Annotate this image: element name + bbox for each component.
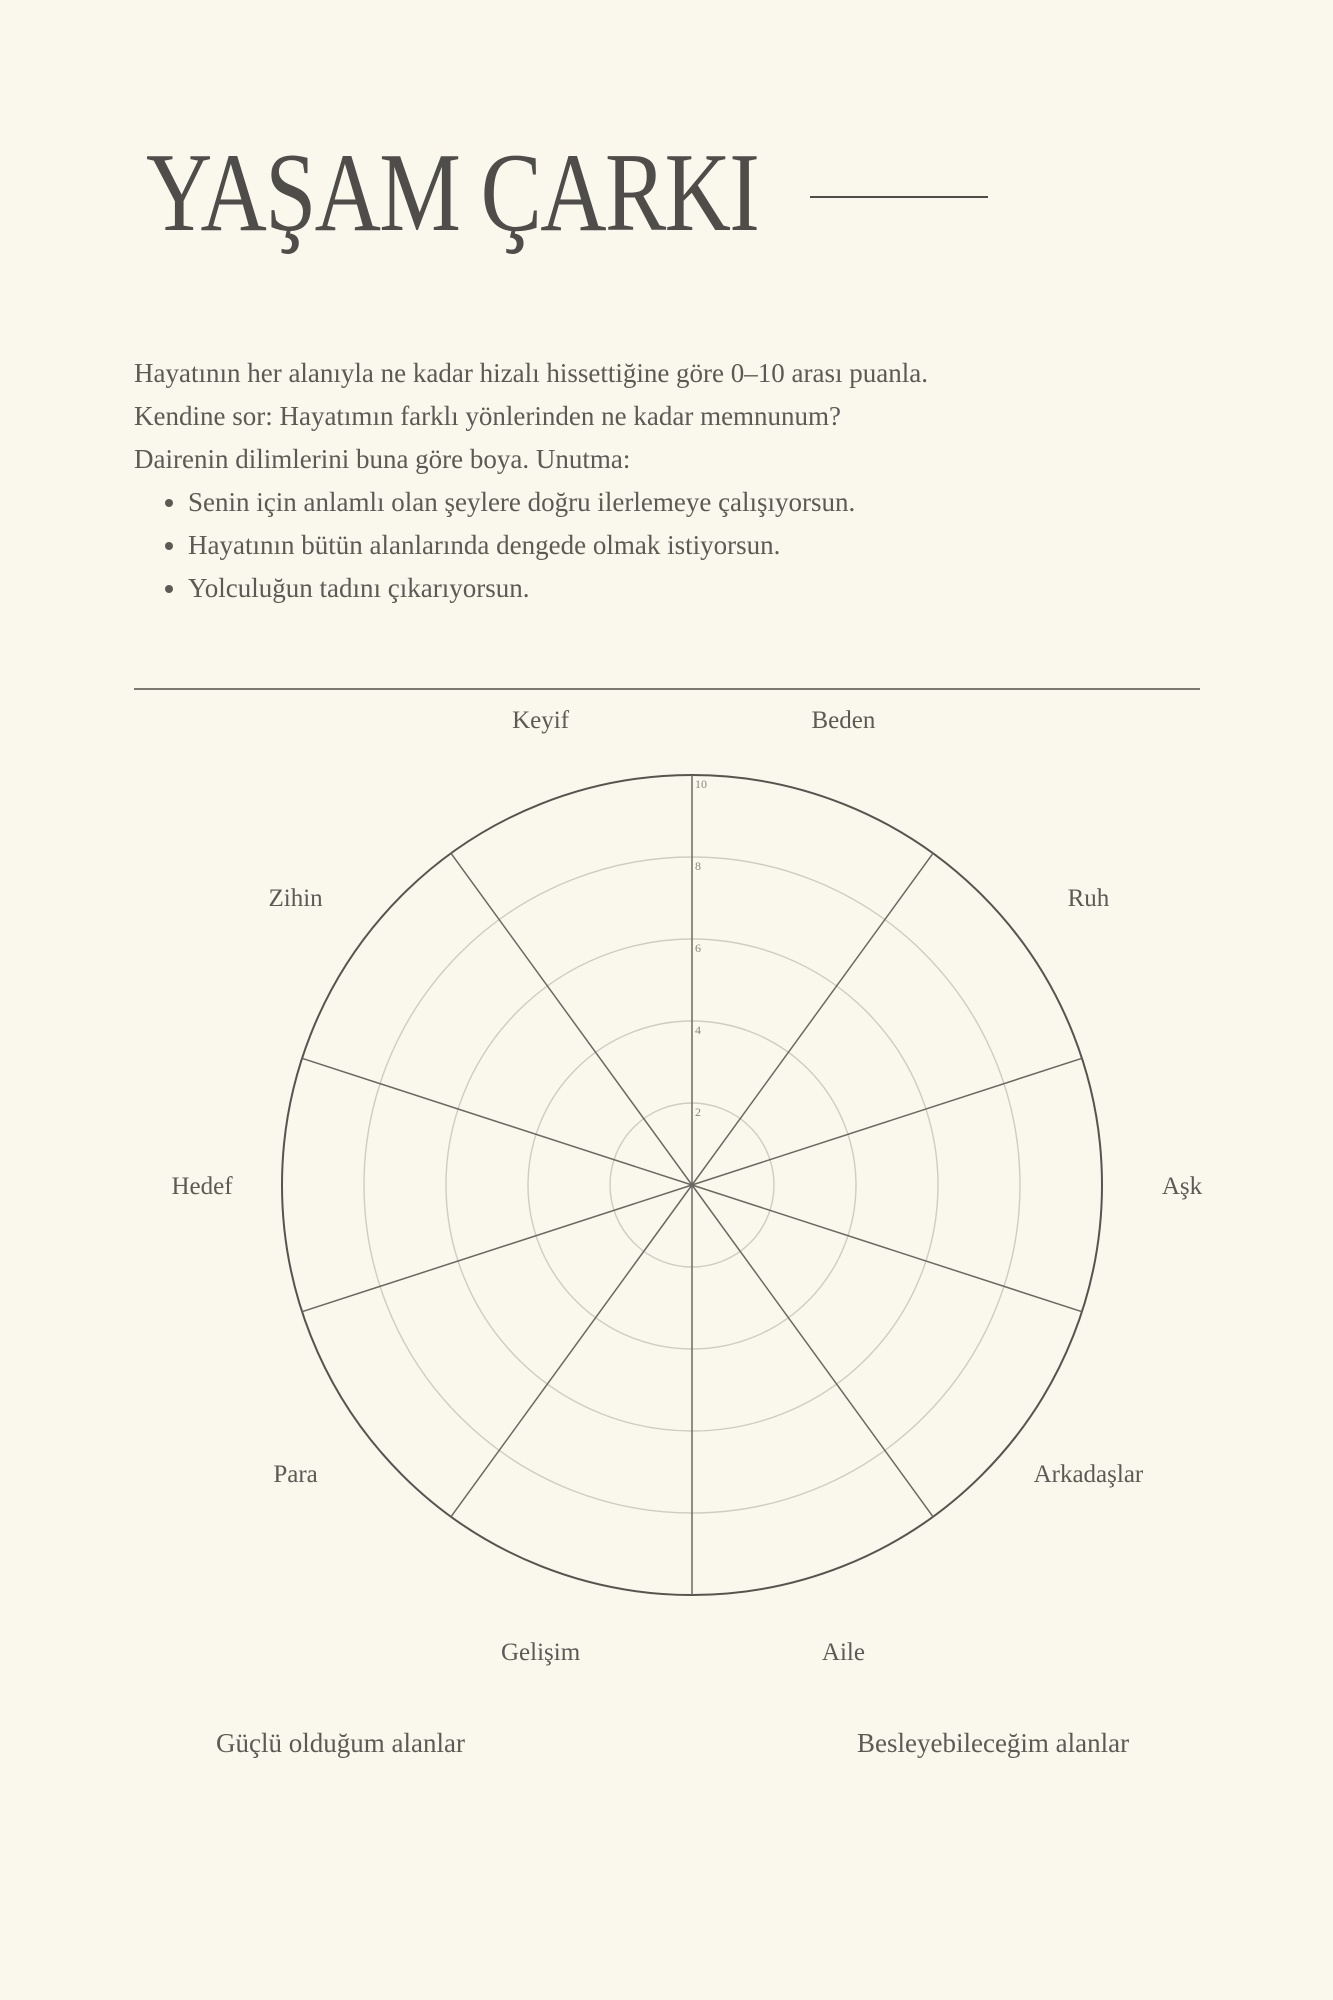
wheel-spoke [692, 1185, 1082, 1312]
scale-tick-label: 10 [695, 777, 707, 791]
area-label: Gelişim [500, 1639, 581, 1667]
page-title: YAŞAM ÇARKI [146, 131, 759, 255]
wheel-spoke [692, 853, 933, 1185]
area-label: Hedef [171, 1173, 233, 1200]
area-label: Zihin [268, 884, 323, 912]
reminder-item: • Hayatının bütün alanlarında dengede olmak istiyorsun. [188, 524, 1214, 567]
area-label: Para [273, 1461, 318, 1489]
area-label: Ruh [1067, 884, 1110, 912]
wheel-spoke [692, 1058, 1082, 1185]
wheel-spoke [302, 1185, 692, 1312]
area-label: Beden [811, 706, 876, 734]
scale-tick-label: 2 [695, 1105, 701, 1119]
intro-line: Dairenin dilimlerini buna göre boya. Unutma: [134, 444, 631, 474]
scale-tick-label: 6 [695, 941, 701, 955]
area-label: Arkadaşlar [1033, 1461, 1144, 1489]
growth-label: Besleyebileceğim alanlar [857, 1728, 1130, 1758]
wheel-spoke [451, 853, 692, 1185]
wheel-spoke [692, 1185, 933, 1517]
reminder-item: • Yolculuğun tadını çıkarıyorsun. [188, 567, 1214, 610]
area-label: Aşk [1161, 1173, 1203, 1200]
scale-tick-label: 4 [695, 1023, 701, 1037]
wheel-spoke [451, 1185, 692, 1517]
intro-line: Hayatının her alanıyla ne kadar hizalı hissettiğine göre 0–10 arası puanla. [134, 358, 928, 388]
intro-line: Kendine sor: Hayatımın farklı yönlerinden ne kadar memnunum? [134, 401, 842, 431]
area-label: Keyif [512, 706, 570, 734]
scale-tick-label: 8 [695, 859, 701, 873]
area-label: Aile [821, 1639, 865, 1667]
strengths-label: Güçlü olduğum alanlar [216, 1728, 465, 1758]
reminder-item: • Senin için anlamlı olan şeylere doğru ilerlemeye çalışıyorsun. [188, 481, 1214, 524]
wheel-spoke [302, 1058, 692, 1185]
